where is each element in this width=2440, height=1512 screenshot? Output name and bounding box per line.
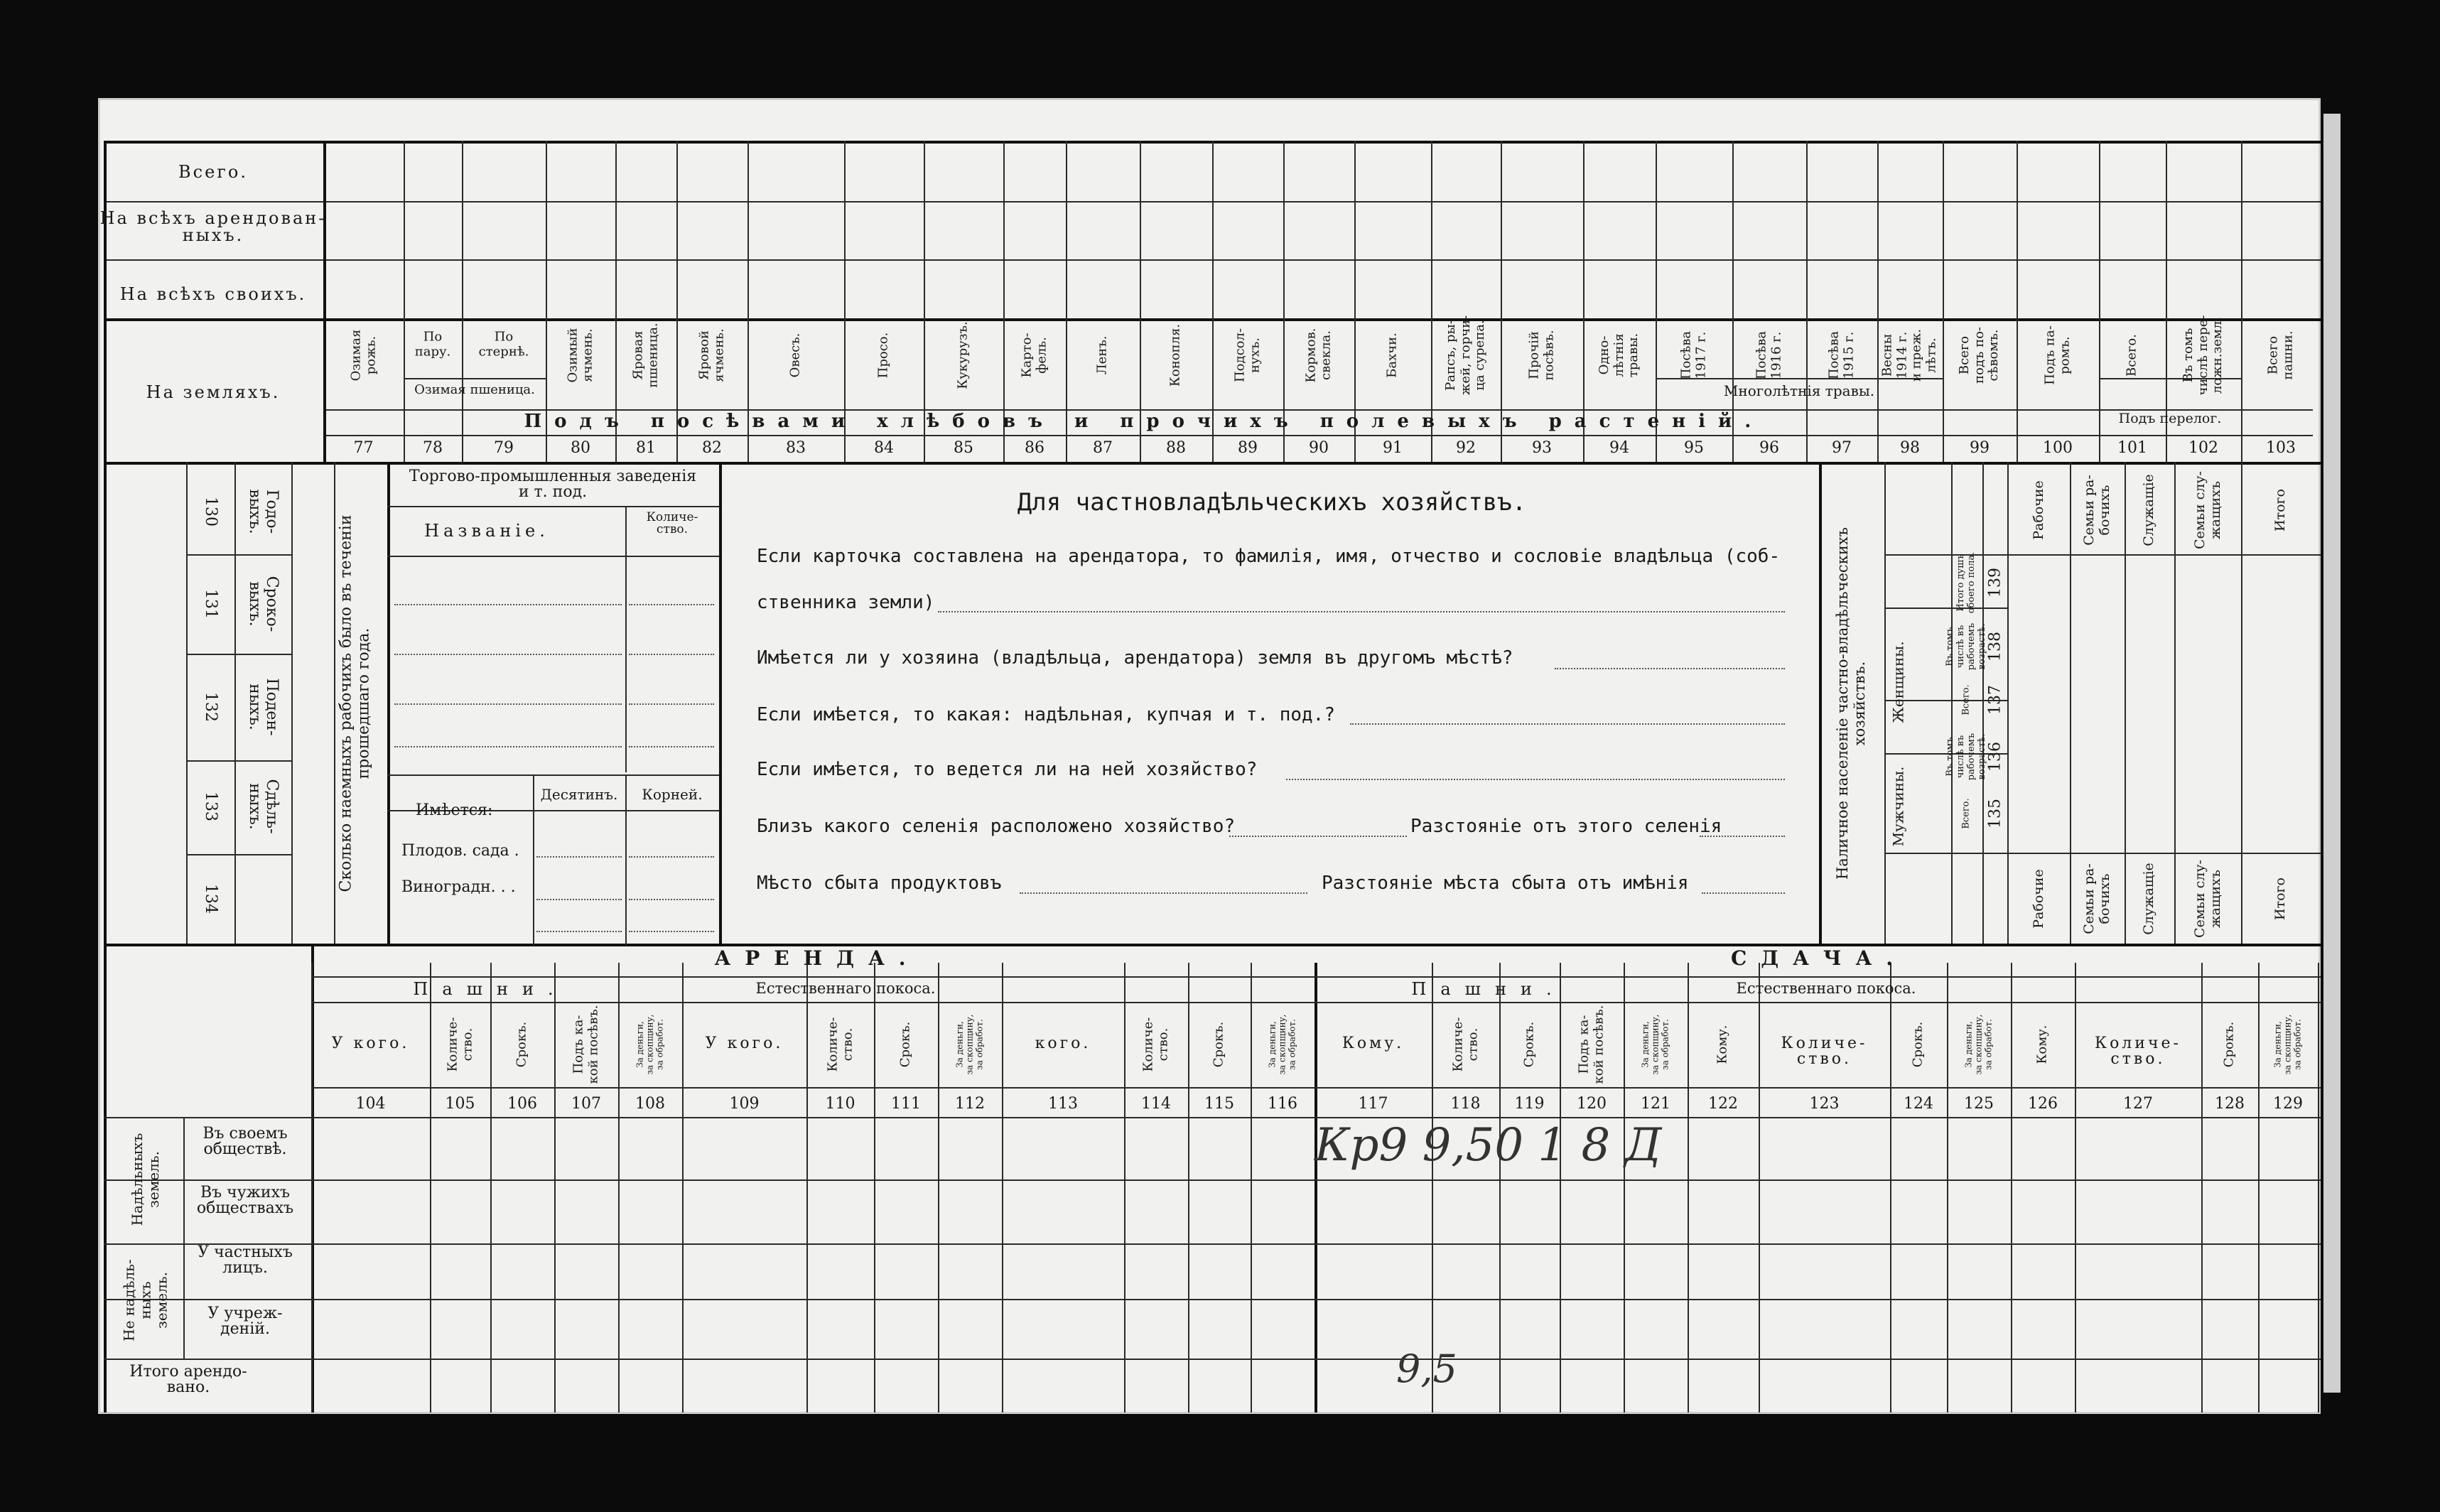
- crop-header: Озимый ячмень.: [565, 328, 595, 383]
- column-number: 101: [2117, 439, 2147, 457]
- crop-header: Бахчи.: [1384, 333, 1400, 378]
- arenda-col-number: 110: [825, 1095, 855, 1113]
- torg-rule: [387, 556, 719, 557]
- workers-number: 132: [202, 692, 220, 722]
- crop-header: Кукурузъ.: [955, 321, 971, 389]
- torg-korney: Корней.: [642, 786, 703, 803]
- arenda-col: [311, 963, 313, 1413]
- arenda-col-number: 106: [507, 1095, 537, 1113]
- arenda-col-number: 114: [1141, 1095, 1171, 1113]
- crop-header: Прочій посѣвъ.: [1526, 330, 1556, 381]
- arenda-col: [1688, 963, 1689, 1413]
- arenda-col-header: Срокъ.: [514, 1021, 529, 1068]
- column-number: 87: [1093, 439, 1113, 457]
- row-label: Всего.: [178, 162, 248, 182]
- pop-rule: [2007, 462, 2009, 944]
- column-number: 96: [1759, 439, 1779, 457]
- crop-header: Карто- фель.: [1019, 333, 1049, 378]
- column-number: 95: [1684, 439, 1704, 457]
- arenda-col: [490, 963, 492, 1413]
- workers-row-rule: [186, 854, 291, 855]
- population-number: 139: [1986, 568, 2004, 598]
- column-number: 82: [702, 439, 722, 457]
- arenda-col-number: 104: [355, 1095, 386, 1113]
- arenda-row: [104, 1179, 2321, 1181]
- arenda-col-header: За деньги, за скопщину, за обработ.: [2272, 1014, 2302, 1075]
- dotted: [536, 931, 622, 932]
- answer-line: [1555, 668, 1785, 669]
- arenda-col-header: За деньги, за скопщину, за обработ.: [954, 1014, 984, 1075]
- dotted: [394, 703, 622, 705]
- crop-column-rule: [1943, 141, 1944, 462]
- arenda-col: [1759, 963, 1760, 1413]
- arenda-row: [104, 1243, 2321, 1245]
- arenda-group: Надѣльныхъ земель.: [129, 1133, 162, 1226]
- torg-col: [625, 774, 627, 945]
- population-right-col: Итого: [2272, 489, 2289, 531]
- crop-header: Просо.: [875, 332, 891, 379]
- arenda-col: [1947, 963, 1948, 1413]
- column-number: 90: [1309, 439, 1329, 457]
- arenda-col: [554, 963, 556, 1413]
- arenda-col: [1624, 963, 1625, 1413]
- dotted: [629, 703, 714, 705]
- arenda-col-header: Подъ ка- кой посѣвъ.: [571, 1005, 600, 1084]
- private-question: Если имѣется, то какая: надѣльная, купчая и т. под.?: [757, 704, 1335, 725]
- arenda-col-header: Подъ ка- кой посѣвъ.: [1576, 1005, 1606, 1084]
- private-question: Если имѣется, то ведется ли на ней хозяйство?: [757, 759, 1258, 780]
- column-number: 88: [1166, 439, 1186, 457]
- private-question: ственника земли): [757, 592, 935, 613]
- arenda-col: [1315, 963, 1317, 1413]
- arenda-row: [104, 1359, 2321, 1360]
- workers-number: 131: [202, 589, 220, 619]
- torg-rule: [387, 506, 719, 507]
- pokos-header: Естественнаго покоса.: [1736, 980, 1916, 997]
- arenda-col-number: 116: [1268, 1095, 1297, 1113]
- torg-right: [719, 462, 722, 944]
- arenda-group: Не надѣль- ныхъ земель.: [120, 1259, 171, 1341]
- crop-header: Ленъ.: [1094, 335, 1110, 375]
- arenda-col-number: 105: [445, 1095, 475, 1113]
- dotted: [536, 856, 622, 858]
- torg-imeetsya: Имѣется:: [416, 801, 493, 819]
- column-number: 103: [2266, 439, 2296, 457]
- crop-header: Всего подъ по- сѣвомъ.: [1956, 326, 2002, 384]
- column-number: 83: [786, 439, 806, 457]
- dotted: [536, 899, 622, 900]
- pop-rule: [1884, 554, 2008, 556]
- crop-header: По стернѣ.: [478, 329, 529, 359]
- crop-header: Яровой ячмень.: [696, 328, 726, 382]
- arenda-col-number: 107: [571, 1095, 601, 1113]
- section-rule: [104, 944, 2321, 946]
- pop-rule: [1884, 462, 1886, 944]
- population-right-col: Рабочие: [2031, 869, 2047, 929]
- dotted: [629, 931, 714, 932]
- section-rule: [104, 462, 2321, 465]
- arenda-col-header: Кому.: [1342, 1035, 1405, 1052]
- workers-rule: [186, 462, 188, 944]
- column-number: 93: [1532, 439, 1552, 457]
- workers-rule: [334, 462, 335, 944]
- column-number: 99: [1970, 439, 1990, 457]
- population-number: 138: [1986, 632, 2004, 662]
- pop-rule: [2070, 462, 2071, 944]
- column-number: 77: [353, 439, 374, 457]
- private-right: [1819, 462, 1822, 944]
- workers-label: Сдѣль- ныхъ.: [246, 779, 281, 834]
- torg-col: [625, 506, 627, 772]
- arenda-col: [430, 963, 431, 1413]
- crop-header: Кормов. свекла.: [1303, 328, 1333, 383]
- crop-header: Весны 1914 г. и преж. лѣтъ.: [1879, 328, 1939, 382]
- private-question: Имѣется ли у хозяина (владѣльца, арендатора) земля въ другомъ мѣстѣ?: [757, 647, 1513, 669]
- arenda-col-header: Количе- ство.: [1450, 1017, 1480, 1072]
- pop-rule: [2241, 462, 2242, 944]
- arenda-col-header: Количе- ство.: [2095, 1035, 2181, 1068]
- column-number: 78: [423, 439, 443, 457]
- arenda-col: [2258, 963, 2260, 1413]
- workers-rule: [291, 462, 293, 944]
- arenda-col: [618, 963, 620, 1413]
- arenda-col-header: Количе- ство.: [1781, 1035, 1868, 1068]
- arenda-row-label: Въ своемъ обществѣ.: [203, 1125, 288, 1158]
- answer-line: [1286, 779, 1785, 780]
- arenda-col-header: За деньги, за скопщину, за обработ.: [635, 1014, 664, 1075]
- arenda-col-number: 127: [2123, 1095, 2153, 1113]
- workers-label: Поден- ныхъ.: [246, 678, 281, 736]
- dotted: [394, 604, 622, 605]
- arenda-col-header: Количе- ство.: [824, 1017, 855, 1072]
- dotted: [629, 899, 714, 900]
- torg-title: Торгово-промышленныя заведенія и т. под.: [409, 468, 697, 501]
- arenda-col-header: Срокъ.: [1910, 1021, 1926, 1068]
- crop-header: Всего пашни.: [2265, 330, 2295, 380]
- arenda-col-number: 128: [2215, 1095, 2245, 1113]
- arenda-col: [1251, 963, 1252, 1413]
- arenda-col-header: У кого.: [331, 1035, 410, 1052]
- population-label: Всего.: [1960, 798, 1972, 829]
- banner-bottom: [323, 435, 2313, 436]
- crop-column-rule: [462, 141, 463, 462]
- crop-header: Одно- лѣтнія травы.: [1596, 333, 1641, 378]
- arenda-col: [1188, 963, 1189, 1413]
- column-number: 81: [636, 439, 656, 457]
- population-right-col: Служащіе: [2141, 474, 2157, 546]
- workers-label: Годо- выхъ.: [246, 489, 281, 534]
- dotted: [629, 604, 714, 605]
- arenda-col: [1890, 963, 1891, 1413]
- column-number: 98: [1900, 439, 1920, 457]
- crop-column-rule: [2241, 141, 2242, 462]
- torg-name-col: Названіе.: [424, 521, 549, 541]
- workers-rule: [234, 462, 236, 944]
- arenda-col-number: 112: [955, 1095, 985, 1113]
- pop-rule: [2007, 554, 2321, 556]
- arenda-col: [1124, 963, 1125, 1413]
- arenda-title: АРЕНДА.: [714, 946, 920, 970]
- workers-row-rule: [186, 760, 291, 762]
- crop-header: Овесъ.: [787, 333, 803, 378]
- arenda-row-label: У учреж- деній.: [207, 1305, 283, 1338]
- arenda-col: [938, 963, 939, 1413]
- arenda-col: [2011, 963, 2012, 1413]
- crop-header: Рапсъ, ры- жей, горчи- ца сурепа.: [1442, 315, 1488, 396]
- column-number: 92: [1456, 439, 1476, 457]
- arenda-col: [2318, 963, 2319, 1413]
- pop-rule: [2007, 853, 2321, 854]
- crop-column-rule: [323, 141, 326, 462]
- pokos-header: Естественнаго покоса.: [755, 980, 936, 997]
- crop-header: Подсол- нухъ.: [1232, 328, 1262, 383]
- population-right-col: Семьи слу- жащихъ: [2192, 471, 2223, 549]
- arenda-row: [104, 1117, 2321, 1118]
- arenda-col-number: 109: [729, 1095, 760, 1113]
- row-label: На земляхъ.: [146, 382, 281, 402]
- population-label: Въ томъ числѣ въ рабочемъ возрастѣ.: [1945, 622, 1987, 671]
- column-number: 79: [494, 439, 514, 457]
- private-question: Разстояніе отъ этого селенія: [1410, 816, 1722, 837]
- workers-title: Сколько наемныхъ рабочихъ было въ теченіи прошедшаго года.: [337, 514, 373, 892]
- dotted: [629, 654, 714, 655]
- column-number: 102: [2188, 439, 2218, 457]
- private-question: Если карточка составлена на арендатора, то фамилія, имя, отчество и сословіе владѣльца (соб-: [757, 546, 1781, 567]
- population-right-col: Рабочие: [2031, 480, 2047, 540]
- crop-header: Посѣва 1916 г.: [1754, 330, 1783, 380]
- arenda-col: [1560, 963, 1561, 1413]
- torg-plod: Плодов. сада .: [401, 842, 519, 860]
- arenda-col-header: Кому.: [2034, 1025, 2050, 1064]
- handwritten-entry: Кр9 9,50 1 8 Д: [1315, 1119, 1662, 1172]
- arenda-col-number: 121: [1641, 1095, 1670, 1113]
- crop-column-rule: [2099, 141, 2100, 462]
- workers-label: Сроко- выхъ.: [246, 576, 281, 632]
- dotted: [629, 856, 714, 858]
- column-number: 97: [1832, 439, 1852, 457]
- column-number: 86: [1025, 439, 1044, 457]
- crop-column-rule: [1806, 141, 1808, 462]
- arenda-col: [806, 963, 808, 1413]
- arenda-col-header: За деньги, за скопщину, за обработ.: [1267, 1014, 1297, 1075]
- crop-header: Всего.: [2124, 334, 2139, 377]
- arenda-col-number: 126: [2028, 1095, 2058, 1113]
- sdacha-title: СДАЧА.: [1730, 946, 1908, 970]
- column-number: 84: [874, 439, 894, 457]
- arenda-col-header: Кому.: [1715, 1025, 1730, 1064]
- population-right-col: Итого: [2272, 878, 2289, 920]
- ozimaya-rule: [404, 378, 546, 379]
- workers-row-rule: [186, 554, 291, 556]
- workers-number: 130: [202, 497, 220, 526]
- answer-line: [1350, 723, 1785, 725]
- workers-number: 134: [202, 884, 220, 914]
- arenda-col-number: 108: [635, 1095, 665, 1113]
- pop-rule: [1884, 853, 2008, 854]
- pop-rule: [1951, 462, 1953, 944]
- torg-qty-col: Количе- ство.: [646, 510, 698, 536]
- arenda-col-header: За деньги, за скопщину, за обработ.: [1640, 1014, 1670, 1075]
- population-number: 136: [1986, 742, 2004, 772]
- arenda-col-header: Срокъ.: [1521, 1021, 1537, 1068]
- column-number: 94: [1609, 439, 1629, 457]
- crop-header: Въ томъ числѣ пере- ложн.земл.: [2180, 315, 2225, 396]
- private-question: Разстояніе мѣста сбыта отъ имѣнія: [1322, 873, 1689, 894]
- torg-vinogr: Виноградн. . .: [401, 878, 516, 896]
- arenda-col-number: 120: [1577, 1095, 1607, 1113]
- population-right-col: Семьи ра- бочихъ: [2081, 863, 2112, 934]
- crop-header: Посѣва 1917 г.: [1678, 330, 1708, 380]
- crop-header: Озимая рожь.: [347, 329, 378, 382]
- arenda-col-header: Срокъ.: [1211, 1021, 1226, 1068]
- answer-line: [938, 611, 1785, 612]
- arenda-row-label: Въ чужихъ обществахъ: [196, 1184, 294, 1217]
- workers-right: [387, 462, 390, 944]
- torg-desyat: Десятинъ.: [540, 786, 618, 803]
- population-number: 137: [1986, 685, 2004, 715]
- arenda-total: Итого арендо- вано.: [129, 1363, 247, 1396]
- population-sex: Мужчины.: [1889, 766, 1907, 847]
- arenda-col-number: 123: [1809, 1095, 1840, 1113]
- crop-column-rule: [2017, 141, 2018, 462]
- arenda-col-header: Срокъ.: [2221, 1021, 2237, 1068]
- arenda-col: [2075, 963, 2076, 1413]
- arenda-col-header: За деньги, за скопщину, за обработ.: [1963, 1014, 1993, 1075]
- row-label: На всѣхъ арендован- ныхъ.: [99, 208, 327, 245]
- column-number: 91: [1383, 439, 1403, 457]
- dotted: [394, 746, 622, 747]
- private-title: Для частновладѣльческихъ хозяйствъ.: [1017, 488, 1527, 517]
- arenda-col-number: 129: [2273, 1095, 2303, 1113]
- population-right-col: Семьи слу- жащихъ: [2192, 860, 2223, 938]
- sub-header: Озимая пшеница.: [414, 382, 535, 397]
- population-label: Итого душъ обоего пола.: [1955, 551, 1977, 614]
- arenda-col: [1499, 963, 1501, 1413]
- population-right-col: Семьи ра- бочихъ: [2081, 475, 2112, 546]
- arenda-col: [1002, 963, 1003, 1413]
- arenda-rule: [311, 1087, 2321, 1089]
- banner: Подъ посѣвами хлѣбовъ и прочихъ полевыхъ растеній.: [524, 411, 1764, 432]
- census-card: [98, 98, 2321, 1414]
- population-sex: Женщины.: [1889, 641, 1907, 723]
- pashni-header: Пашни.: [1411, 979, 1566, 999]
- column-number: 89: [1238, 439, 1258, 457]
- arenda-col-number: 118: [1450, 1095, 1481, 1113]
- handwritten-total: 9,5: [1396, 1346, 1457, 1391]
- arenda-row-label: У частныхъ лицъ.: [198, 1243, 293, 1277]
- workers-row-rule: [186, 654, 291, 655]
- dotted: [394, 654, 622, 655]
- pop-rule: [2125, 462, 2126, 944]
- arenda-col-number: 117: [1358, 1095, 1388, 1113]
- crop-header: По пару.: [414, 329, 451, 359]
- answer-line: [1702, 892, 1785, 894]
- torg-rule: [387, 774, 719, 776]
- population-right-col: Служащіе: [2141, 863, 2157, 935]
- arenda-col: [874, 963, 875, 1413]
- arenda-row: [104, 1299, 2321, 1300]
- answer-line: [1229, 836, 1407, 837]
- crop-header: Конопля.: [1167, 323, 1183, 387]
- pop-rule: [1982, 462, 1984, 944]
- torg-col: [533, 774, 534, 945]
- arenda-col-number: 115: [1204, 1095, 1234, 1113]
- arenda-col: [2201, 963, 2203, 1413]
- private-question: Близъ какого селенія расположено хозяйство?: [757, 816, 1236, 837]
- sub-header: Подъ перелог.: [2118, 411, 2222, 426]
- population-title: Наличное населеніе частно-владѣльческихъ хозяйствъ.: [1833, 526, 1868, 880]
- arenda-col-header: кого.: [1035, 1035, 1091, 1052]
- arenda-rule: [311, 1002, 2321, 1003]
- page-edge: [2323, 114, 2341, 1393]
- crop-header: Посѣва 1915 г.: [1826, 330, 1856, 380]
- column-number: 85: [954, 439, 973, 457]
- arenda-col-header: Количе- ство.: [444, 1017, 475, 1072]
- arenda-col-header: Срокъ.: [897, 1021, 913, 1068]
- arenda-col-number: 124: [1904, 1095, 1933, 1113]
- population-label: Всего.: [1960, 684, 1972, 716]
- pop-rule: [2174, 462, 2176, 944]
- population-label: Въ томъ числѣ въ рабочемъ возрастѣ.: [1945, 733, 1987, 781]
- arenda-col-number: 119: [1514, 1095, 1545, 1113]
- arenda-col-number: 125: [1964, 1095, 1994, 1113]
- frame-left: [104, 141, 107, 1413]
- population-number: 135: [1986, 799, 2004, 828]
- arenda-col-number: 111: [891, 1095, 921, 1113]
- dotted: [629, 746, 714, 747]
- sub-header: Многолѣтнія травы.: [1723, 382, 1875, 399]
- crop-column-rule: [404, 141, 405, 462]
- crop-column-rule: [1877, 141, 1879, 462]
- pop-rule: [1884, 608, 2008, 609]
- column-number: 100: [2043, 439, 2073, 457]
- arenda-col-number: 122: [1708, 1095, 1738, 1113]
- crop-header: Подъ па- ромъ.: [2042, 325, 2072, 385]
- private-question: Мѣсто сбыта продуктовъ: [757, 873, 1002, 894]
- arenda-col: [682, 963, 684, 1413]
- group-rule: [183, 1117, 185, 1359]
- arenda-col-header: У кого.: [705, 1035, 784, 1052]
- arenda-col: [1432, 963, 1433, 1413]
- row-label: На всѣхъ своихъ.: [119, 284, 307, 304]
- arenda-col-number: 113: [1048, 1095, 1078, 1113]
- crop-header: Яровая пшеница.: [630, 323, 660, 388]
- arenda-col-header: Количе- ство.: [1140, 1017, 1170, 1072]
- column-number: 80: [571, 439, 590, 457]
- pashni-header: Пашни.: [413, 979, 568, 999]
- workers-number: 133: [202, 792, 220, 821]
- answer-line: [1020, 892, 1307, 894]
- arenda-rule: [311, 976, 2321, 978]
